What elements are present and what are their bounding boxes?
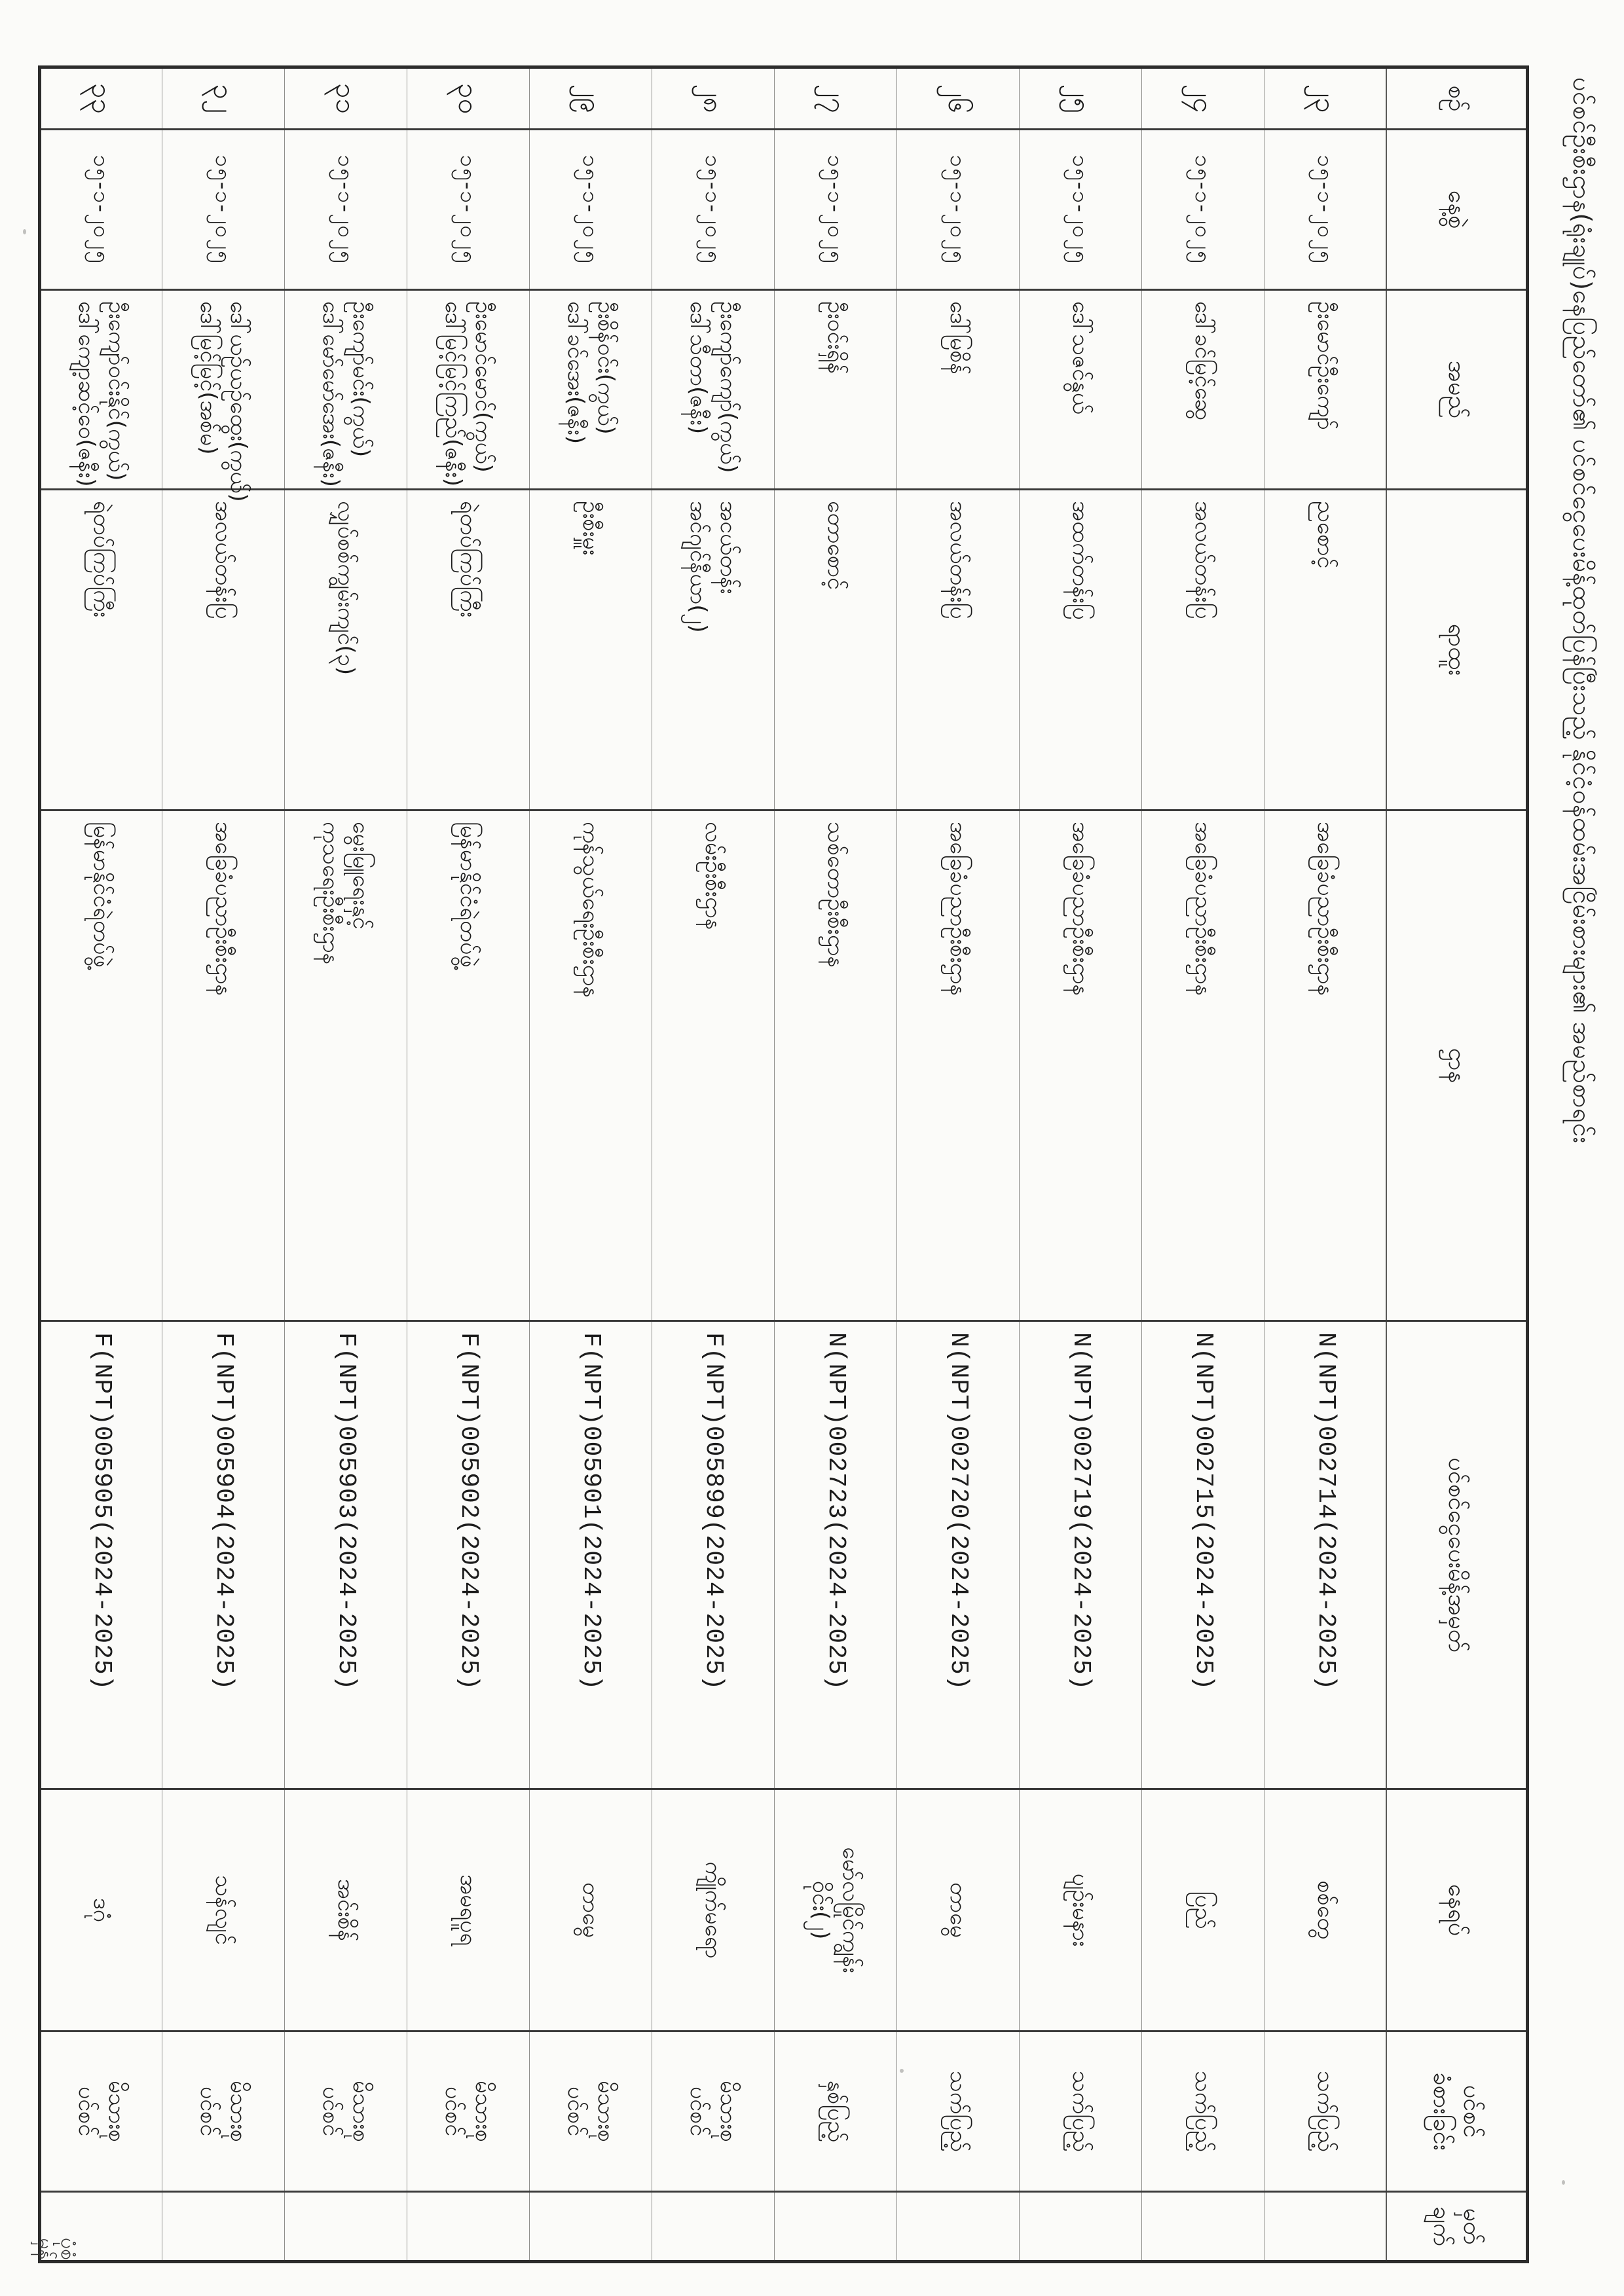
header-position-label: ရာထူး <box>1443 623 1471 676</box>
cell-department-text: မြန်မာနိုင်ငံရဲတပ်ဖွဲ့ <box>88 822 115 968</box>
cell-pension-order-no-text: N(NPT)002723(2024-2025) <box>822 1332 850 1691</box>
cell-department-text: မွေးမြူရေးနှင့် <box>348 822 374 930</box>
cell-no <box>40 67 162 130</box>
cell-department <box>407 811 530 1321</box>
page-title: ပင်စင်ဦးစီးဌာန(ရုံးချုပ်)နေပြည်တော်၏ ပင်စင်ငွေပေးမိန့်ထုတ်ပြန်ပြီးသည့် နိုင်ငံ့ဝန်ထမ်းအငြိမ်းစားများ၏ အမည်စာရင်း <box>1568 77 1596 1144</box>
cell-name-text: ဒေါ်မြစိန် <box>945 301 971 375</box>
table-row <box>897 67 1020 2262</box>
cell-pension-type-text: ပင်စင် <box>563 2086 589 2137</box>
scan-speck <box>900 2069 904 2073</box>
cell-department-text: မြန်မာနိုင်ငံရဲတပ်ဖွဲ့ <box>455 822 481 968</box>
cell-pension-order-no-text: F(NPT)005904(2024-2025) <box>210 1332 238 1691</box>
cell-name-text: ဒေါ်မြင့်မြင့်ကြည်(ဇနီး) <box>440 301 466 487</box>
cell-pension-order-no-text: N(NPT)002720(2024-2025) <box>944 1332 972 1691</box>
cell-date <box>897 130 1020 290</box>
cell-residence <box>162 1789 285 2032</box>
cell-position-text: လျှပ်စစ်ကျွမ်းကျင်(၃) <box>333 501 359 676</box>
cell-residence-text: အင်းစိန် <box>333 1878 359 1942</box>
cell-remark <box>652 2192 775 2262</box>
cell-pension-order-no-text: F(NPT)005905(2024-2025) <box>88 1332 116 1691</box>
cell-department-text: လမ်းဦးစီးဌာန <box>700 822 726 930</box>
cell-date <box>407 130 530 290</box>
cell-pension-order-no-text: F(NPT)005902(2024-2025) <box>454 1332 483 1691</box>
cell-date-text: ၁၅-၁-၂၀၂၅ <box>946 155 971 264</box>
cell-no <box>1142 67 1264 130</box>
cell-name <box>1264 290 1387 490</box>
header-department <box>1387 811 1528 1321</box>
cell-pension-order-no <box>1264 1321 1387 1789</box>
cell-date <box>1020 130 1142 290</box>
cell-no <box>652 67 775 130</box>
cell-pension-order-no <box>775 1321 897 1789</box>
cell-residence <box>40 1789 162 2032</box>
cell-pension-type <box>40 2032 162 2192</box>
header-remark <box>1387 2192 1528 2262</box>
cell-date <box>1142 130 1264 290</box>
cell-pension-type <box>652 2032 775 2192</box>
cell-no-text: ၂၈ <box>697 84 729 113</box>
cell-position-text: ညစောင့် <box>1312 501 1338 569</box>
header-department-label: ဌာန <box>1443 1048 1471 1084</box>
header-row <box>1387 67 1528 2262</box>
cell-name <box>1142 290 1264 490</box>
cell-no-text: ၂၄ <box>1187 84 1219 113</box>
header-pension-order-no-label: ပင်စင်ငွေပေးမိန့်အမှတ် <box>1443 1457 1471 1652</box>
cell-residence <box>775 1789 897 2032</box>
cell-position <box>162 490 285 811</box>
cell-position <box>1264 490 1387 811</box>
cell-department-text: အခြေခံပညာဦးစီးဌာန <box>1067 822 1094 996</box>
cell-date-text: ၁၅-၁-၂၀၂၅ <box>1190 155 1216 264</box>
cell-no <box>530 67 652 130</box>
cell-position <box>775 490 897 811</box>
cell-pension-order-no <box>897 1321 1020 1789</box>
cell-date <box>775 130 897 290</box>
cell-pension-type-text: သက်ပြည့် <box>1312 2070 1338 2153</box>
cell-pension-type <box>897 2032 1020 2192</box>
cell-residence-text: သန်လျင် <box>210 1875 236 1945</box>
cell-residence <box>1020 1789 1142 2032</box>
cell-position-text: အလယ်တန်းပြ <box>1190 501 1216 619</box>
cell-name-text: ဒေါ်မြင့်မြင့်(အစ်မ) <box>195 301 221 455</box>
cell-no <box>407 67 530 130</box>
header-pension-order-no <box>1387 1321 1528 1789</box>
cell-no <box>1264 67 1387 130</box>
cell-name-text: ဒေါ်ယဉ်ယဉ်ထွေး(ကွယ်) <box>225 301 251 502</box>
cell-residence <box>1142 1789 1264 2032</box>
cell-remark <box>897 2192 1020 2262</box>
table-row <box>775 67 897 2262</box>
cell-pension-order-no-text: N(NPT)002715(2024-2025) <box>1189 1332 1217 1691</box>
cell-pension-type <box>775 2032 897 2192</box>
cell-pension-order-no <box>40 1321 162 1789</box>
cell-name-text: ဒေါ်မော်မော်အေး(ဇနီး) <box>318 301 344 487</box>
cell-name <box>897 290 1020 490</box>
cell-pension-order-no-text: F(NPT)005901(2024-2025) <box>577 1332 605 1691</box>
cell-position <box>652 490 775 811</box>
cell-pension-order-no-text: F(NPT)005899(2024-2025) <box>699 1332 728 1691</box>
cell-remark <box>162 2192 285 2262</box>
cell-date <box>40 130 162 290</box>
cell-pension-type <box>285 2032 407 2192</box>
cell-pension-type-text: နှစ်ပြည့် <box>822 2080 849 2143</box>
pension-table <box>38 65 1529 2263</box>
cell-position <box>530 490 652 811</box>
cell-department-text: သစ်တောဦးစီးဌာန <box>822 822 849 968</box>
cell-no <box>1020 67 1142 130</box>
cell-department-text: ကုန်သွယ်ရေးဦးစီးဌာန <box>578 822 604 998</box>
cell-residence-text: တာမွေ <box>945 1882 971 1938</box>
cell-department <box>897 811 1020 1321</box>
cell-pension-order-no <box>407 1321 530 1789</box>
table-row <box>162 67 285 2262</box>
cell-date-text: ၁၅-၁-၂၀၂၅ <box>823 155 849 264</box>
header-date <box>1387 130 1528 290</box>
cell-date-text: ၁၅-၁-၂၀၂၅ <box>578 155 604 264</box>
cell-date <box>530 130 652 290</box>
corner-note-line2: မှန် <box>34 2238 57 2260</box>
cell-name-text: ဦးကျော်ဝင်းနိုင်(ကွယ်) <box>103 301 130 481</box>
cell-position-text: အလယ်တန်းပြ <box>945 501 971 619</box>
cell-no-text: ၂၉ <box>575 84 607 113</box>
cell-remark <box>285 2192 407 2262</box>
cell-remark <box>1142 2192 1264 2262</box>
header-remark-line1: မှတ် <box>1458 2208 1486 2245</box>
scan-speck <box>1562 2180 1565 2185</box>
cell-pension-type-text: မိသားစု <box>593 2080 619 2143</box>
cell-pension-type-text: မိသားစု <box>470 2080 496 2143</box>
cell-pension-order-no-text: N(NPT)002719(2024-2025) <box>1067 1332 1095 1691</box>
cell-department-text: အခြေခံပညာဦးစီးဌာန <box>1190 822 1216 996</box>
header-name-label: အမည် <box>1443 360 1471 419</box>
cell-no-text: ၃၃ <box>86 82 118 115</box>
cell-remark <box>530 2192 652 2262</box>
cell-residence <box>897 1789 1020 2032</box>
table-row <box>652 67 775 2262</box>
cell-residence-text: အမရပူရ <box>455 1874 481 1946</box>
header-residence <box>1387 1789 1528 2032</box>
cell-pension-type-text: မိသားစု <box>225 2080 251 2143</box>
cell-pension-order-no <box>652 1321 775 1789</box>
cell-residence-text: ဝိုင်း(၂) <box>807 1880 834 1940</box>
cell-name <box>530 290 652 490</box>
corner-note <box>34 2238 79 2260</box>
cell-pension-type-text: ပင်စင် <box>685 2086 711 2137</box>
cell-pension-type-text: မိသားစု <box>715 2080 741 2143</box>
cell-residence-text: ကျိုက်မရော <box>700 1861 726 1959</box>
cell-position <box>40 490 162 811</box>
cell-remark <box>1020 2192 1142 2262</box>
cell-department <box>652 811 775 1321</box>
header-pension-type <box>1387 2032 1528 2192</box>
cell-position <box>1020 490 1142 811</box>
cell-pension-type <box>162 2032 285 2192</box>
cell-no-text: ၂၆ <box>942 84 974 113</box>
cell-position-text: အထက်တန်းပြ <box>1067 501 1094 620</box>
cell-department <box>162 811 285 1321</box>
table-body <box>40 67 1387 2262</box>
cell-no-text: ၃၁ <box>330 82 362 115</box>
cell-department <box>1142 811 1264 1321</box>
cell-pension-order-no-text: N(NPT)002714(2024-2025) <box>1311 1332 1340 1691</box>
header-no <box>1387 67 1528 130</box>
cell-residence-text: ဒဂုံ <box>88 1897 115 1923</box>
header-pension-type-line2: ခံစားခြင်း <box>1428 2072 1456 2151</box>
scan-speck <box>23 229 26 234</box>
cell-date-text: ၁၅-၁-၂၀၂၅ <box>1068 155 1094 264</box>
cell-no-text: ၂၇ <box>820 84 852 113</box>
cell-pension-order-no <box>285 1321 407 1789</box>
cell-position <box>1142 490 1264 811</box>
cell-pension-type <box>530 2032 652 2192</box>
cell-name-text: ဦးမောင်မောင်(ကွယ်) <box>470 301 496 473</box>
table-row <box>407 67 530 2262</box>
cell-residence-text: ပျဉ်းမနား <box>1067 1873 1094 1947</box>
cell-position-text: ဦးစီးမှူး <box>578 501 604 556</box>
cell-pension-type-text: ပင်စင် <box>318 2086 344 2137</box>
cell-department <box>775 811 897 1321</box>
table-row <box>285 67 407 2262</box>
cell-department-text: အခြေခံပညာဦးစီးဌာန <box>1312 822 1338 996</box>
cell-name-text: ဒေါ်ကျော့ဆင့်ဝေ(ဇနီး) <box>73 301 100 487</box>
cell-no <box>162 67 285 130</box>
cell-department <box>40 811 162 1321</box>
cell-department-text: အခြေခံပညာဦးစီးဌာန <box>210 822 236 996</box>
cell-pension-type-text: ပင်စင် <box>195 2086 221 2137</box>
cell-remark <box>407 2192 530 2262</box>
cell-residence-text: တာမွေ <box>578 1882 604 1938</box>
cell-position-text: အလယ်တန်းပြ <box>210 501 236 619</box>
cell-no-text: ၃၀ <box>452 82 485 115</box>
cell-date-text: ၁၅-၁-၂၀၂၅ <box>89 155 115 264</box>
cell-residence <box>530 1789 652 2032</box>
cell-residence <box>407 1789 530 2032</box>
cell-position-text: အငယ်တန်း <box>715 501 741 594</box>
cell-name-text: ဦးကျော်ကျော်(ကွယ်) <box>715 301 741 473</box>
table-row <box>1264 67 1387 2262</box>
cell-name-text: ဦးဝင်းရှိန် <box>822 301 849 374</box>
cell-name <box>652 290 775 490</box>
cell-date <box>285 130 407 290</box>
cell-residence-text: မော်လမြိုင်ကျွန်း <box>838 1847 864 1973</box>
cell-pension-type-text: သက်ပြည့် <box>1190 2070 1216 2153</box>
cell-date-text: ၁၅-၁-၂၀၂၅ <box>1312 155 1338 264</box>
table-row <box>1020 67 1142 2262</box>
cell-position <box>407 490 530 811</box>
cell-pension-order-no <box>530 1321 652 1789</box>
cell-date-text: ၁၅-၁-၂၀၂၅ <box>456 155 481 264</box>
table-row <box>1142 67 1264 2262</box>
cell-pension-type-text: ပင်စင် <box>440 2086 466 2137</box>
cell-name <box>40 290 162 490</box>
table-row <box>530 67 652 2262</box>
cell-name <box>1020 290 1142 490</box>
cell-residence <box>1264 1789 1387 2032</box>
cell-position-text: အင်ဂျင်နီယာ(၂) <box>685 501 711 633</box>
cell-position-text: ရဲတပ်ကြပ်ကြီး <box>88 501 115 618</box>
cell-position <box>285 490 407 811</box>
cell-no <box>285 67 407 130</box>
cell-pension-order-no <box>162 1321 285 1789</box>
cell-date <box>652 130 775 290</box>
header-remark-line2: ချက် <box>1428 2206 1456 2247</box>
cell-pension-type-text: ပင်စင် <box>73 2086 100 2137</box>
cell-name-text: ဦးစိန်ဝင်း(ကွယ်) <box>593 301 619 435</box>
cell-department <box>530 811 652 1321</box>
cell-department <box>1264 811 1387 1321</box>
header-residence-label: နေရပ် <box>1443 1884 1471 1937</box>
table-row <box>40 67 162 2262</box>
cell-name <box>285 290 407 490</box>
cell-name-text: ဒေါ်သဇင်နွယ် <box>1067 301 1094 414</box>
cell-pension-type <box>1020 2032 1142 2192</box>
cell-no-text: ၃၂ <box>208 84 240 113</box>
cell-name-text: ဦးကျော်မင်း(ကွယ်) <box>348 301 374 458</box>
cell-department-text: ကုသရေးဦးစီးဌာန <box>318 822 344 965</box>
cell-date-text: ၁၅-၁-၂၀၂၅ <box>701 155 726 264</box>
cell-position-text: ရဲတပ်ကြပ်ကြီး <box>455 501 481 618</box>
cell-date-text: ၁၅-၁-၂၀၂၅ <box>211 155 236 264</box>
cell-name <box>407 290 530 490</box>
cell-no <box>775 67 897 130</box>
cell-pension-order-no <box>1142 1321 1264 1789</box>
cell-residence <box>652 1789 775 2032</box>
cell-no <box>897 67 1020 130</box>
cell-pension-type-text: မိသားစု <box>103 2080 130 2143</box>
cell-pension-type-text: မိသားစု <box>348 2080 374 2143</box>
cell-pension-type <box>407 2032 530 2192</box>
cell-date <box>162 130 285 290</box>
header-no-label: စဉ် <box>1443 85 1471 112</box>
header-position <box>1387 490 1528 811</box>
cell-no-text: ၂၃ <box>1309 84 1342 113</box>
cell-position <box>897 490 1020 811</box>
cell-date <box>1264 130 1387 290</box>
header-name <box>1387 290 1528 490</box>
cell-residence <box>285 1789 407 2032</box>
cell-name-text: ဒေါ်ခင်အေး(ဇနီး) <box>563 301 589 445</box>
cell-name <box>775 290 897 490</box>
header-pension-type-line1: ပင်စင် <box>1458 2085 1486 2138</box>
cell-name-text: ဦးမောင်ဦးကျော် <box>1312 301 1338 430</box>
cell-department-text: အခြေခံပညာဦးစီးဌာန <box>945 822 971 996</box>
cell-no-text: ၂၅ <box>1065 84 1097 113</box>
cell-residence-text: စစ်တွေ <box>1312 1880 1338 1940</box>
corner-note-line1: ပုံစံ <box>56 2238 79 2260</box>
cell-pension-type-text: သက်ပြည့် <box>945 2070 971 2153</box>
cell-remark <box>1264 2192 1387 2262</box>
cell-name-text: ဒေါ်ခင်မြင့်ဆွေ <box>1190 301 1216 421</box>
cell-pension-type-text: သက်ပြည့် <box>1067 2070 1094 2153</box>
cell-department <box>285 811 407 1321</box>
cell-pension-type <box>1142 2032 1264 2192</box>
cell-remark <box>775 2192 897 2262</box>
cell-name <box>162 290 285 502</box>
cell-department <box>1020 811 1142 1321</box>
cell-pension-order-no-text: F(NPT)005903(2024-2025) <box>332 1332 360 1691</box>
cell-date-text: ၁၅-၁-၂၀၂၅ <box>333 155 359 264</box>
cell-pension-type <box>1264 2032 1387 2192</box>
cell-name-text: ဒေါ်သီတာ(ဇနီး) <box>685 301 711 435</box>
cell-residence-text: ပြည် <box>1190 1891 1216 1929</box>
cell-position-text: တောစောင့် <box>822 501 849 590</box>
header-date-label: နေ့စွဲ <box>1443 190 1471 229</box>
cell-pension-order-no <box>1020 1321 1142 1789</box>
